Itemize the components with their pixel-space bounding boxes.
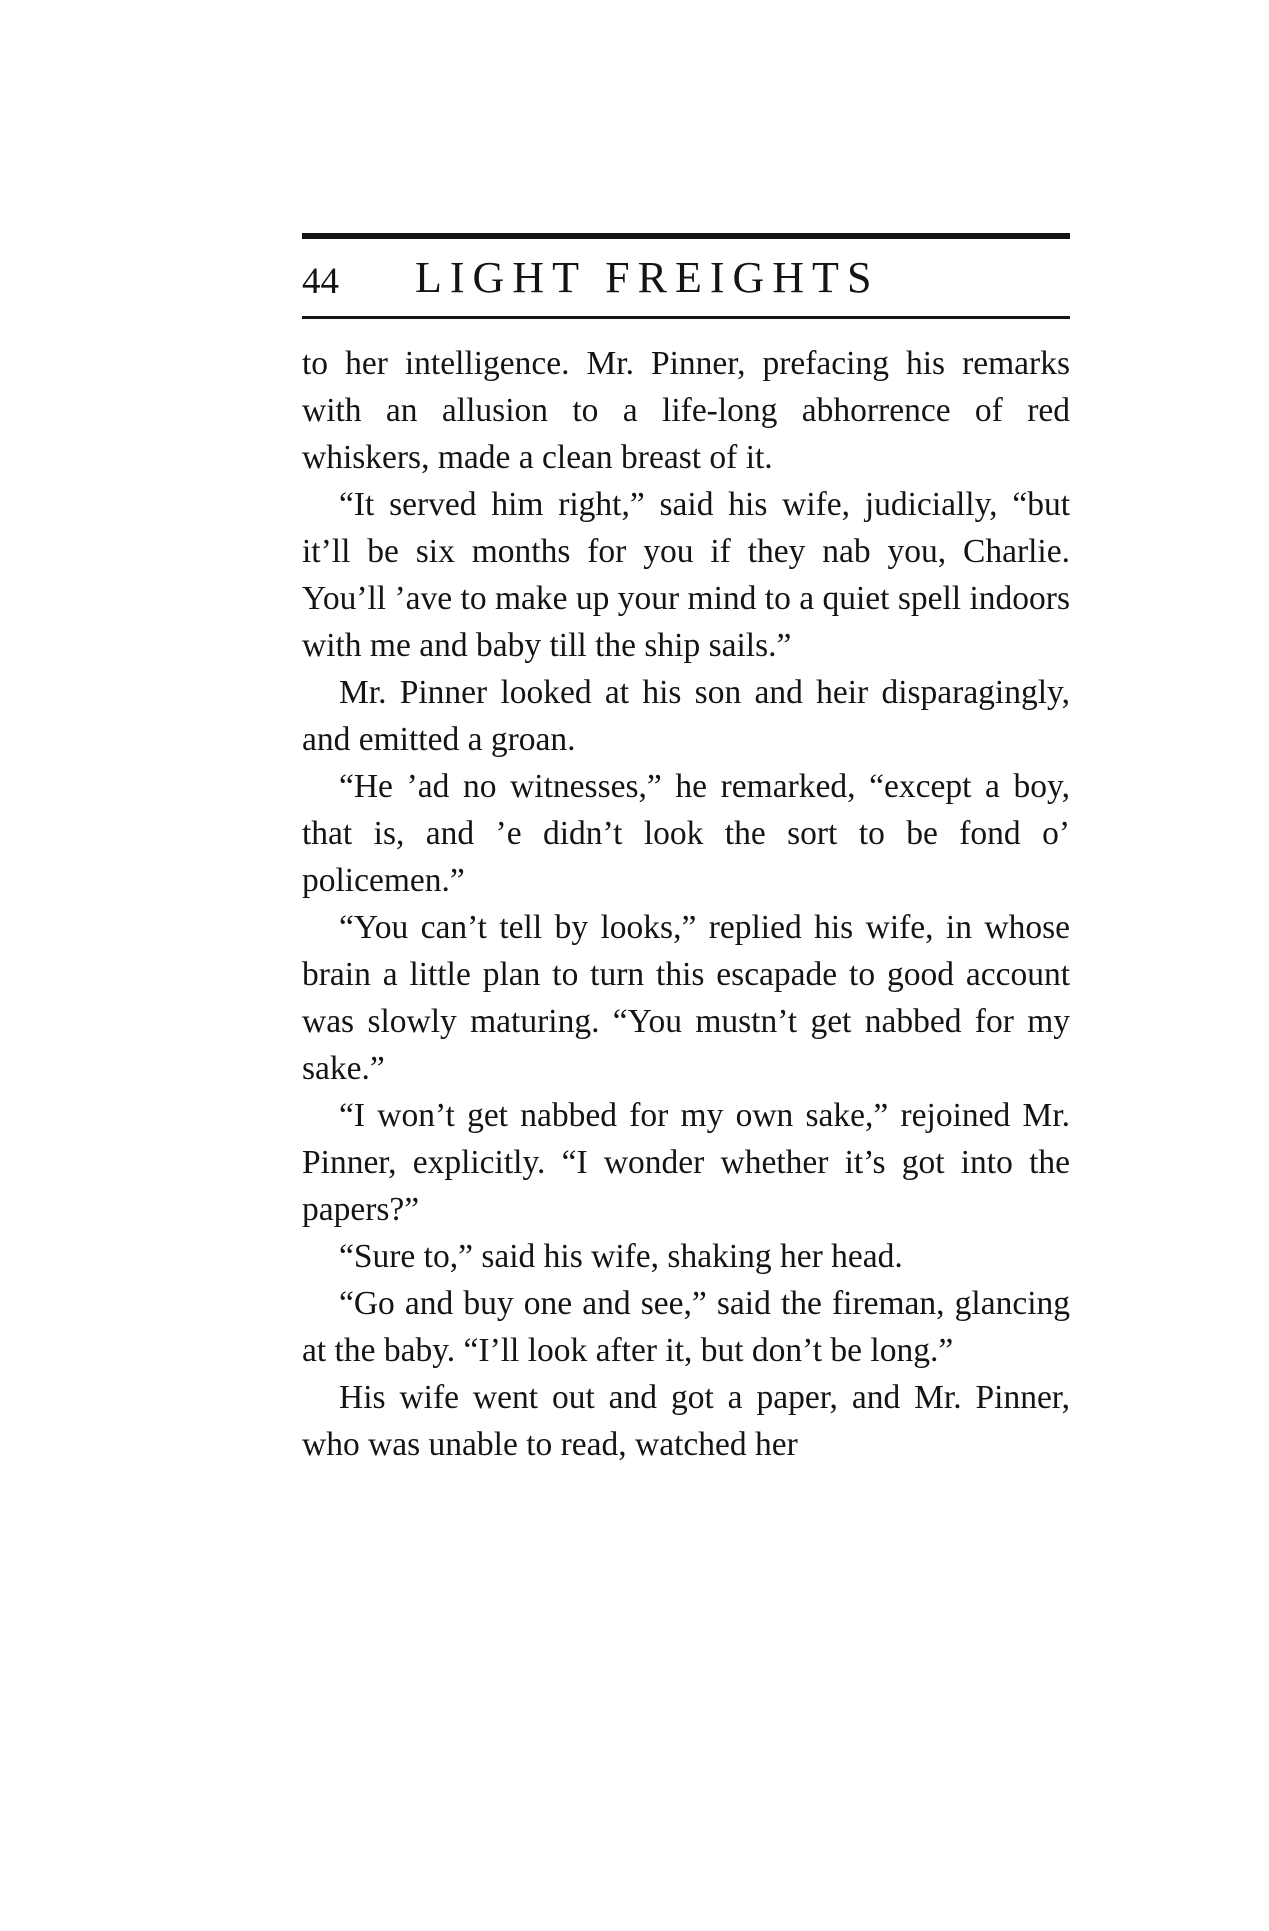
header-rule-top — [302, 233, 1070, 239]
paragraph: “I won’t get nabbed for my own sake,” rejoined Mr. Pinner, explicitly. “I wonder whether it’s got into the papers?” — [302, 1097, 1070, 1228]
running-title: LIGHT FREIGHTS — [415, 253, 880, 302]
paragraph: His wife went out and got a paper, and Mr. Pinner, who was unable to read, watched her — [302, 1379, 1070, 1463]
paragraph: “You can’t tell by looks,” replied his wife, in whose brain a little plan to turn this escapade to good account was slowly maturing. “You mustn’t get nabbed for my sake.” — [302, 909, 1070, 1087]
paragraph: “Go and buy one and see,” said the fireman, glancing at the baby. “I’ll look after it, but don’t be long.” — [302, 1285, 1070, 1369]
page-header — [302, 250, 1070, 312]
paragraph: “He ’ad no witnesses,” he remarked, “except a boy, that is, and ’e didn’t look the sort to be fond o’ policemen.” — [302, 768, 1070, 899]
paragraph: “Sure to,” said his wife, shaking her head. — [339, 1238, 903, 1275]
paragraph-continued: to her intelligence. Mr. Pinner, prefacing his remarks with an allusion to a life-long abhorrence of red whiskers, made a clean breast of it. — [302, 345, 1070, 476]
body-text — [302, 340, 1070, 1468]
header-rule-bottom — [302, 316, 1070, 319]
paragraph: “It served him right,” said his wife, judicially, “but it’ll be six months for you if they nab you, Charlie. You’ll ’ave to make up your mind to a quiet spell indoors with me and baby till the ship sails.” — [302, 486, 1070, 664]
paragraph: Mr. Pinner looked at his son and heir disparagingly, and emitted a groan. — [302, 674, 1070, 758]
page-number: 44 — [302, 261, 339, 302]
